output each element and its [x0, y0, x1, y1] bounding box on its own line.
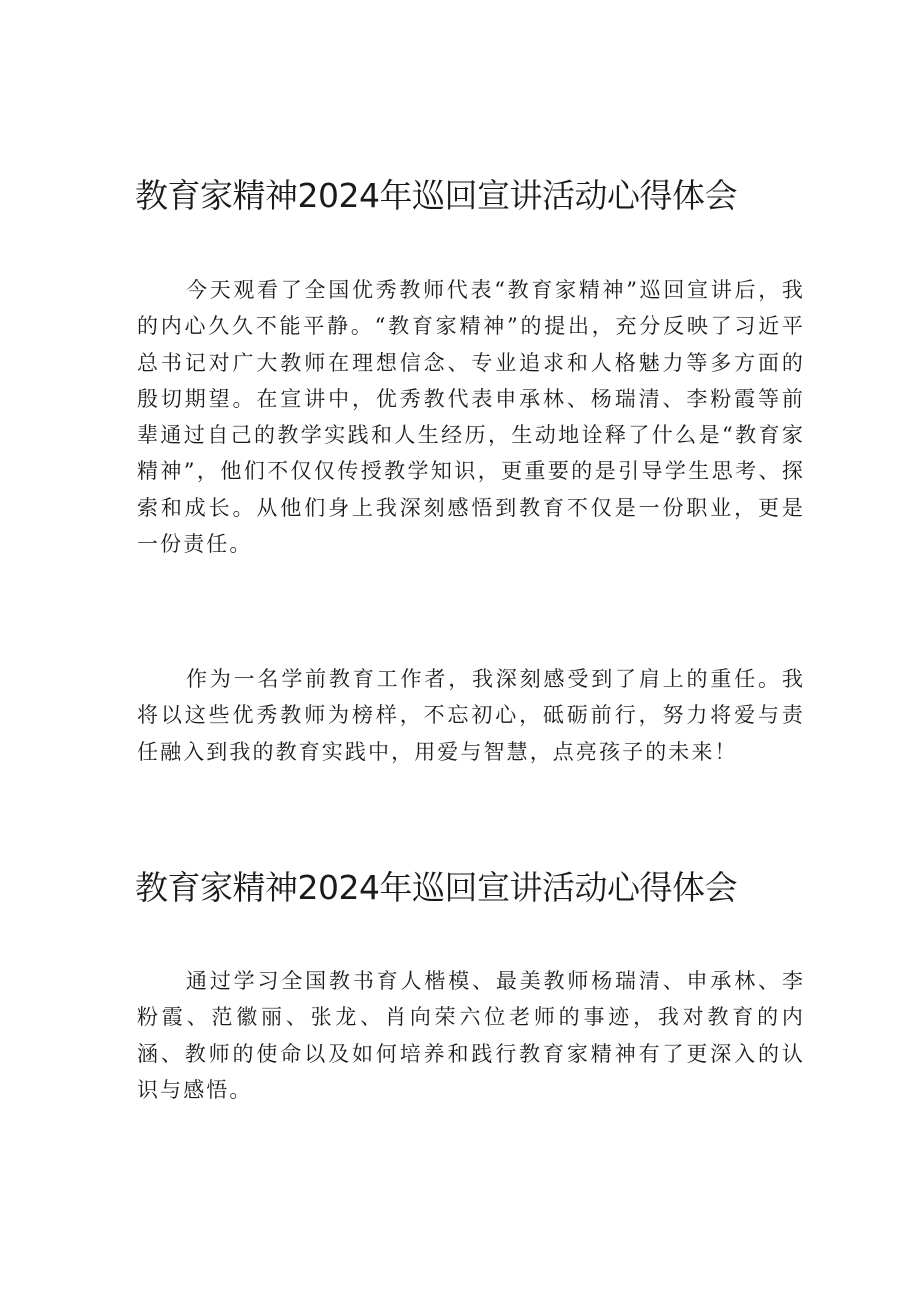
section-1-title: 教育家精神2024年巡回宣讲活动心得体会 [135, 176, 737, 215]
section-1-paragraph-1: 今天观看了全国优秀教师代表“教育家精神”巡回宣讲后，我的内心久久不能平静。“教育家精神”的提出，充分反映了习近平总书记对广大教师在理想信念、专业追求和人格魅力等多方面的殷切期望。在宣讲中，优秀教代表申承林、杨瑞清、李粉霞等前辈通过自己的教学实践和人生经历，生动地诠释了什么是“教育家精神”，他们不仅仅传授教学知识，更重要的是引导学生思考、探索和成长。从他们身上我深刻感悟到教育不仅是一份职业，更是一份责任。 [137, 278, 805, 557]
section-2-paragraph-1: 通过学习全国教书育人楷模、最美教师杨瑞清、申承林、李粉霞、范徽丽、张龙、肖向荣六位老师的事迹，我对教育的内涵、教师的使命以及如何培养和践行教育家精神有了更深入的认识与感悟。 [137, 969, 805, 1102]
section-1-paragraph-2: 作为一名学前教育工作者，我深刻感受到了肩上的重任。我将以这些优秀教师为榜样，不忘初心，砥砺前行，努力将爱与责任融入到我的教育实践中，用爱与智慧，点亮孩子的未来！ [137, 667, 805, 764]
section-2-title: 教育家精神2024年巡回宣讲活动心得体会 [135, 868, 737, 907]
